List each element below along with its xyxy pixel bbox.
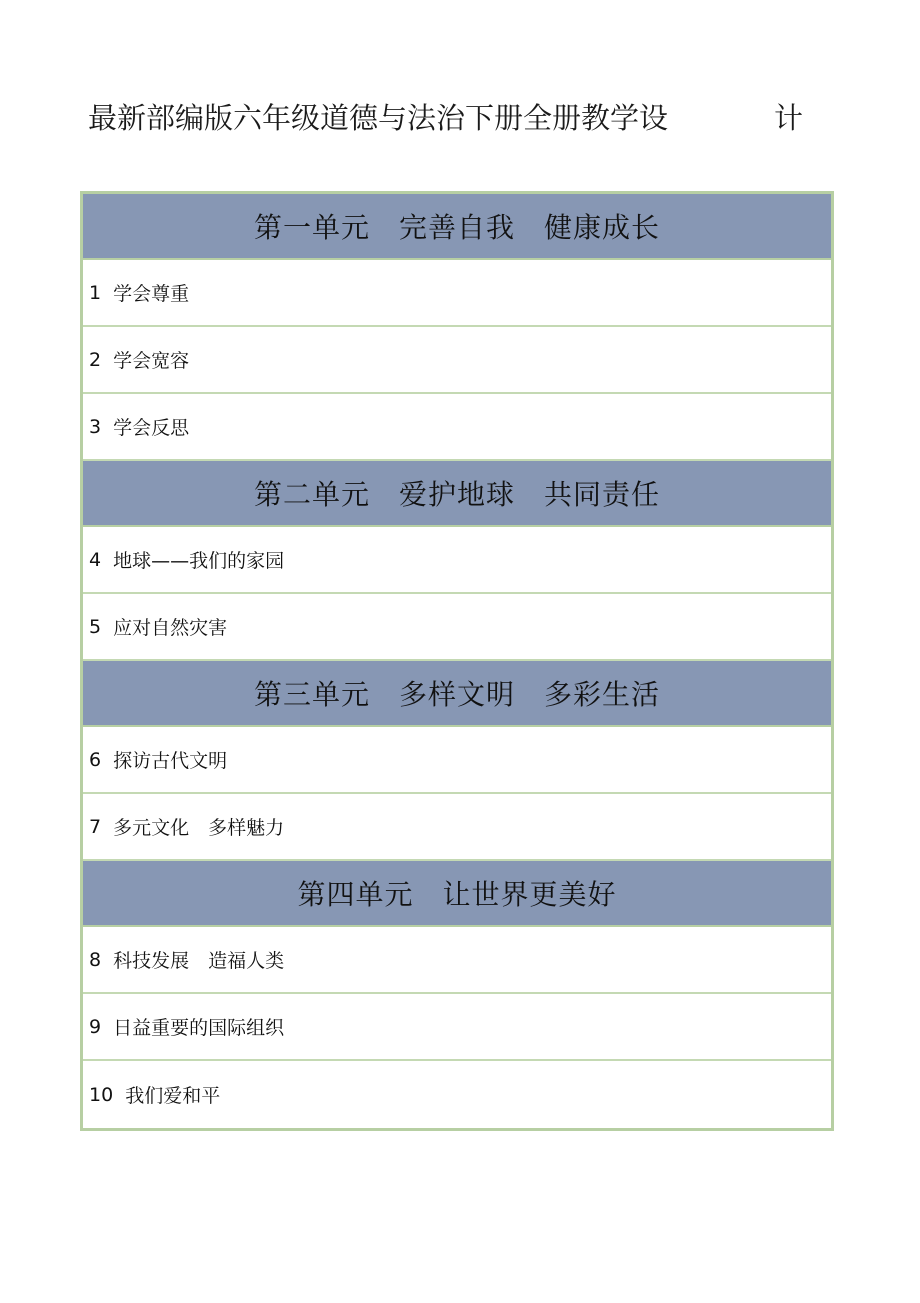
lesson-number: 7 (89, 815, 102, 838)
lesson-row-9 (83, 994, 831, 1061)
lesson-number: 2 (89, 348, 102, 371)
lesson-number: 5 (89, 615, 102, 638)
lesson-row-8 (83, 927, 831, 994)
lesson-number: 8 (89, 948, 102, 971)
unit-header-2: 第二单元 爱护地球 共同责任 (83, 461, 831, 527)
lesson-title: 应对自然灾害 (113, 617, 228, 639)
document-title-main: 最新部编版六年级道德与法治下册全册教学设 (88, 101, 669, 135)
lesson-title: 日益重要的国际组织 (113, 1017, 285, 1039)
lesson-row-1 (83, 260, 831, 327)
lesson-title: 科技发展 造福人类 (113, 950, 285, 972)
lesson-row-5 (83, 594, 831, 661)
lesson-row-6 (83, 727, 831, 794)
lesson-number: 1 (89, 281, 102, 304)
lesson-title: 探访古代文明 (113, 750, 228, 772)
lesson-title: 学会尊重 (113, 283, 190, 305)
lesson-number: 6 (89, 748, 102, 771)
unit-header-4: 第四单元 让世界更美好 (83, 861, 831, 927)
unit-header-3: 第三单元 多样文明 多彩生活 (83, 661, 831, 727)
lesson-number: 4 (89, 548, 102, 571)
lesson-row-3 (83, 394, 831, 461)
lesson-row-4 (83, 527, 831, 594)
lesson-row-2 (83, 327, 831, 394)
lesson-title: 多元文化 多样魅力 (113, 817, 285, 839)
lesson-row-7 (83, 794, 831, 861)
document-title (88, 96, 808, 140)
lesson-row-10 (83, 1061, 831, 1128)
lesson-title: 我们爱和平 (125, 1085, 221, 1107)
lesson-number: 10 (89, 1083, 114, 1106)
lesson-number: 3 (89, 415, 102, 438)
lesson-title: 学会宽容 (113, 350, 190, 372)
lesson-title: 学会反思 (113, 417, 190, 439)
lesson-title: 地球——我们的家园 (113, 550, 285, 572)
lesson-number: 9 (89, 1015, 102, 1038)
table-of-contents (80, 191, 834, 1131)
unit-header-1: 第一单元 完善自我 健康成长 (83, 194, 831, 260)
document-title-tail: 计 (774, 101, 804, 135)
